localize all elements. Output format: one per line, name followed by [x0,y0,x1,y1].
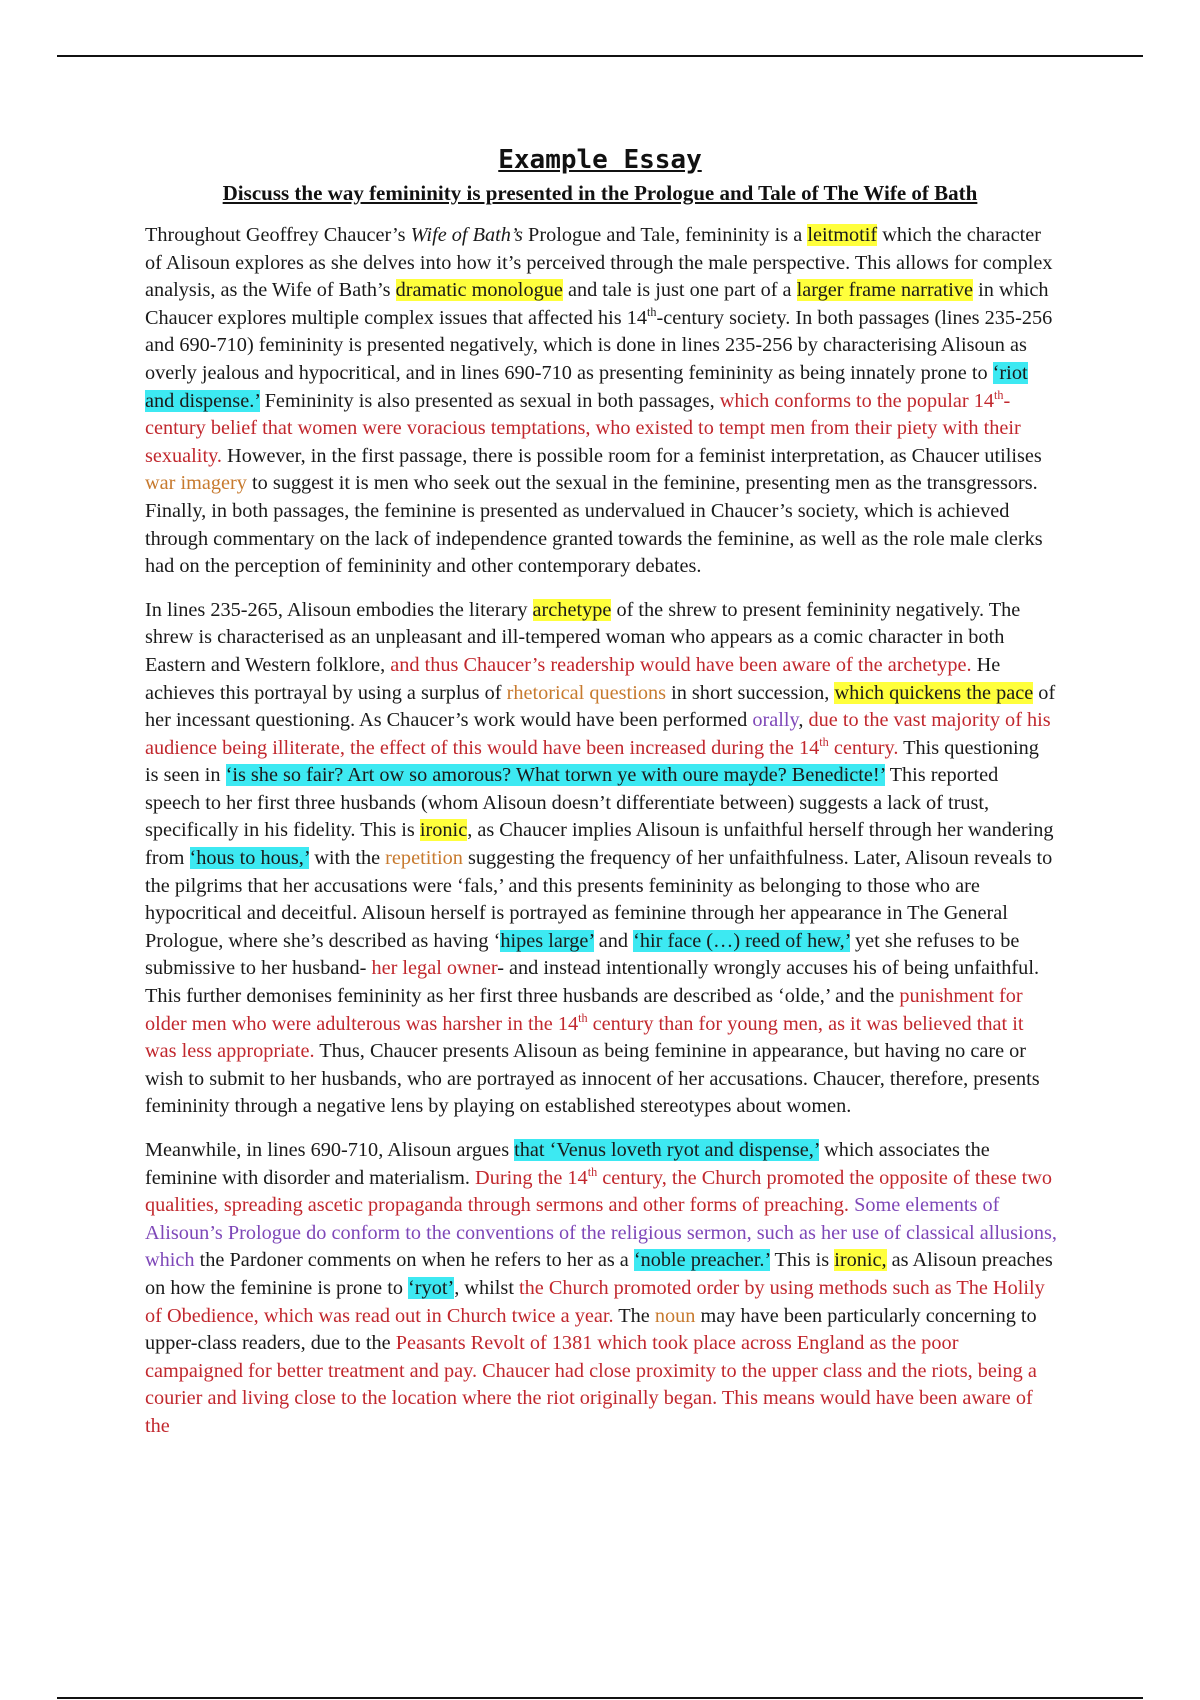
footer-rule [57,1697,1143,1699]
text-segment: of her incessant questioning. As Chaucer’s work would have been performed [145,681,1056,732]
text-segment: -century society. In both passages (lines 235-256 and 690-710) femininity is presented negatively, which is done in lines 235-256 by characterising Alisoun as overly jealous and hypocritical, and in lines 690-710 as presenting femininity as being innately prone to [145,306,1053,384]
text-segment: , as Chaucer implies Alisoun is unfaithful herself through her wandering from [145,819,1054,870]
annotation-purple-text: orally [752,709,799,732]
annotation-orange-text: war imagery [145,472,247,495]
highlight-yellow-text: ironic [419,819,468,842]
annotation-red-text: During the 14 [475,1166,588,1189]
annotation-purple-text: Some elements of Alisoun’s Prologue do conform to the conventions of the religious sermon, such as her use of classical allusions, which [145,1194,1057,1272]
text-segment: as Alisoun preaches on how the feminine is prone to [145,1249,1053,1299]
text-segment: of the shrew to present femininity negatively. The shrew is characterised as an unpleasant and ill-tempered woman who appears as a comic character in both Eastern and Western folklore, [145,598,1021,676]
essay-question: Discuss the way femininity is presented in the Prologue and Tale of The Wife of Bath [222,181,978,205]
annotation-red-superscript-text: th [587,1164,598,1179]
annotation-red-text: century than for young men, as it was believed that it was less appropriate. [145,1012,1024,1063]
essay-body [145,222,1057,1441]
text-segment: may have been particularly concerning to upper-class readers, due to the [145,1304,1037,1355]
paragraph-shrew-archetype [145,597,1057,1121]
text-segment: However, in the first passage, there is possible room for a feminist interpretation, as Chaucer utilises [221,444,1042,467]
highlight-yellow-text: archetype [532,598,612,621]
annotation-orange-text: rhetorical questions [506,681,666,704]
text-segment: , whilst [454,1276,520,1299]
annotation-orange-text: noun [654,1304,696,1327]
highlight-cyan-text: ‘riot and dispense.’ [145,361,1028,412]
annotation-red-superscript-text: th [819,734,829,749]
highlight-cyan-text: ‘hous to hous,’ [189,847,310,870]
annotation-red-text: which conforms to the popular 14 [719,389,995,412]
annotation-orange-text: repetition [385,847,463,870]
highlight-yellow-text: dramatic monologue [395,279,563,302]
highlight-yellow-text: which quickens the pace [834,681,1034,704]
italic-title-text: Wife of Bath’s [410,224,523,246]
highlight-yellow-text: larger frame narrative [796,279,974,302]
annotation-red-text: her legal owner [371,957,498,980]
text-segment: He achieves this portrayal by using a surplus of [145,653,1001,704]
text-segment: the Pardoner comments on when he refers to her as a [194,1249,634,1272]
text-segment: which associates the feminine with disorder and materialism. [145,1139,990,1189]
highlight-cyan-text: that ‘Venus loveth ryot and dispense,’ [514,1139,820,1161]
text-segment: This questioning is seen in [145,736,1039,787]
annotation-red-text: and thus Chaucer’s readership would have been aware of the archetype. [390,653,972,676]
text-segment: in short succession, [666,681,835,704]
annotation-red-text: century, the Church promoted the opposite of these two qualities, spreading ascetic propaganda through sermons and other forms of preaching. [145,1166,1053,1217]
annotation-red-text: punishment for older men who were adulterous was harsher in the 14 [145,985,1023,1035]
text-segment: which the character of Alisoun explores as she delves into how it’s perceived through the male perspective. This allows for complex analysis, as the Wife of Bath’s [145,224,1053,302]
text-segment: Thus, Chaucer presents Alisoun as being feminine in appearance, but having no care or wish to submit to her husbands, who are portrayed as innocent of her accusations. Chaucer, therefore, presents femininity through a negative lens by playing on established stereotypes about women. [145,1040,1040,1118]
essay-title: Example Essay [498,145,702,175]
text-segment: , [798,709,809,732]
text-segment: to suggest it is men who seek out the sexual in the feminine, presenting men as the transgressors. Finally, in both passages, the feminine is presented as undervalued in Chaucer’s society, which is achieved through commentary on the lack of independence granted towards the feminine, as well as the role male clerks had on the perception of femininity and other contemporary debates. [145,472,1043,578]
annotation-red-text: due to the vast majority of his audience being illiterate, the effect of this would have been increased during the 14 [145,709,1051,759]
highlight-cyan-text: ‘noble preacher.’ [633,1249,770,1272]
text-segment: Meanwhile, in lines 690-710, Alisoun argues [145,1139,515,1161]
text-segment: The [613,1304,655,1327]
annotation-red-text: -century belief that women were voracious temptations, who existed to tempt men from their piety with their sexuality. [145,389,1021,467]
text-segment: This is [769,1249,835,1272]
annotation-red-text: Peasants Revolt of 1381 which took place across England as the poor campaigned for better treatment and pay. Chaucer had close proximity to the upper class and the riots, being a courier and living close to the location where the riot originally began. This means would have been aware of the [145,1332,1037,1437]
text-segment: Throughout Geoffrey Chaucer’s [145,224,411,246]
annotation-red-superscript-text: th [578,1010,588,1025]
annotation-red-text: the Church promoted order by using methods such as The Holily of Obedience, which was read out in Church twice a year. [145,1276,1045,1327]
text-segment: with the [309,847,386,870]
highlight-cyan-text: hipes large’ [500,929,594,952]
text-segment: - and instead intentionally wrongly accuses his of being unfaithful. This further demonises femininity as her first three husbands are described as ‘olde,’ and the [145,957,1040,1008]
annotation-red-text: century. [828,736,899,759]
highlight-cyan-text: ‘ryot’ [408,1276,455,1299]
text-segment: in which Chaucer explores multiple complex issues that affected his 14 [145,279,1049,329]
text-segment: suggesting the frequency of her unfaithfulness. Later, Alisoun reveals to the pilgrims that her accusations were ‘fals,’ and this presents femininity as belonging to those who are hypocritical and deceitful. Alisoun herself is portrayed as feminine through her appearance in The General Prologue, where she’s described as having ‘ [145,847,1053,952]
text-segment: Prologue and Tale, femininity is a [522,224,808,246]
highlight-cyan-text: ‘hir face (…) reed of hew,’ [633,929,850,952]
highlight-yellow-text: leitmotif [807,224,878,246]
highlight-cyan-text: ‘is she so fair? Art ow so amorous? What torwn ye with oure mayde? Benedicte!’ [225,764,885,787]
text-segment: In lines 235-265, Alisoun embodies the literary [145,598,533,621]
text-segment: and [593,929,634,952]
text-segment: and tale is just one part of a [562,279,797,302]
highlight-yellow-text: ironic, [834,1249,887,1272]
text-segment: yet she refuses to be submissive to her husband- [145,929,1020,980]
header-rule [57,55,1143,57]
paragraph-riot-and-dispense [145,1137,1057,1441]
annotation-red-superscript-text: th [994,387,1004,402]
paragraph-introduction [145,222,1057,581]
superscript-text: th [647,305,657,320]
text-segment: Femininity is also presented as sexual in both passages, [259,389,720,412]
text-segment: This reported speech to her first three husbands (whom Alisoun doesn’t differentiate between) suggests a lack of trust, specifically in his fidelity. This is [145,764,999,842]
